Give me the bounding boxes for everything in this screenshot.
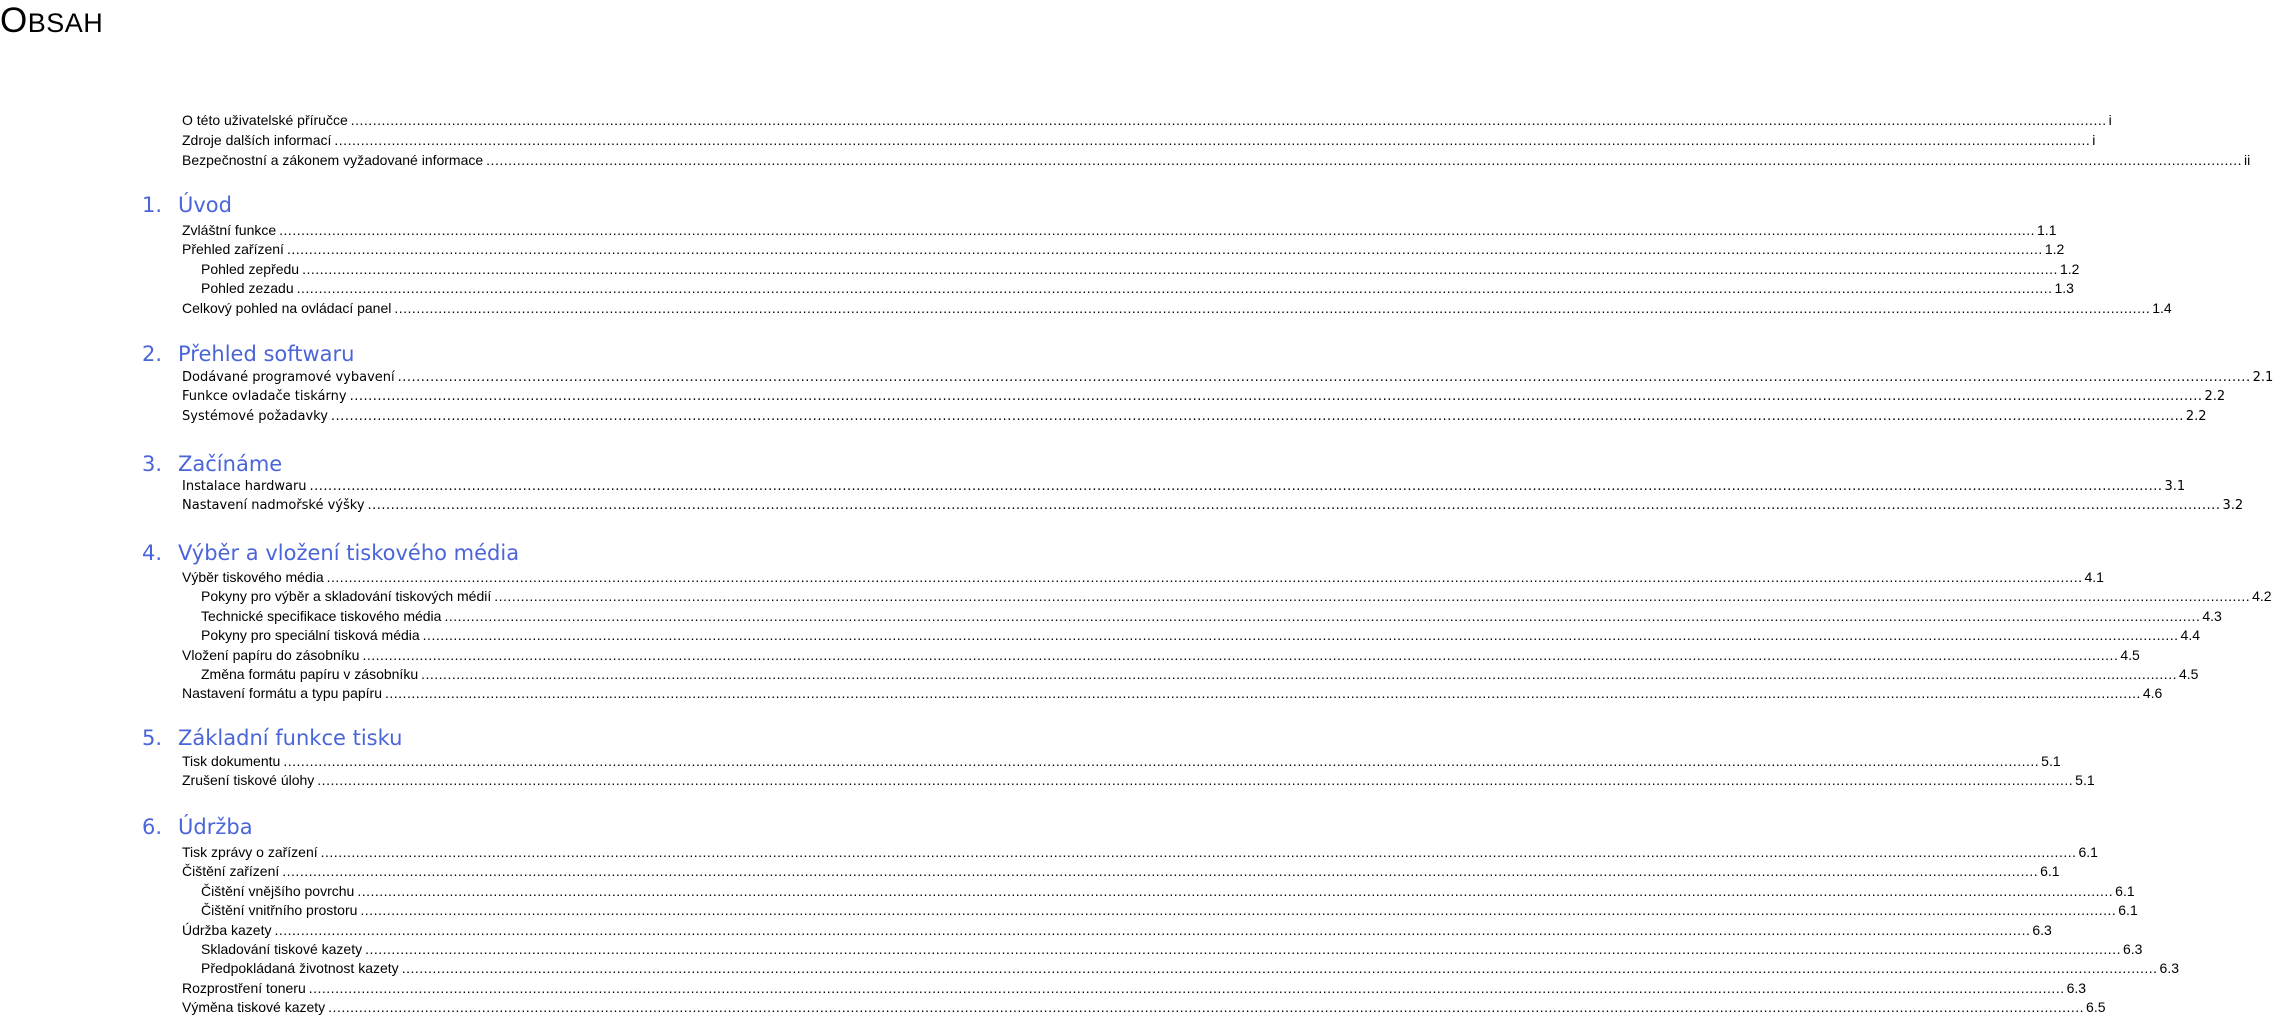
chapter-number: 2. [142, 342, 163, 366]
toc-entry-page: 5.1 [2041, 753, 2061, 769]
toc-entry-page: 4.2 [2252, 588, 2272, 604]
toc-entry-title: Tisk dokumentu [182, 753, 281, 769]
dot-leader: ................................................................................................................................................................................................................................................................................................................................................................................................................ [309, 479, 2163, 494]
toc-entry[interactable] [182, 408, 2207, 426]
chapter-heading[interactable] [142, 814, 253, 840]
chapter-number: 3. [142, 452, 163, 476]
dot-leader: ................................................................................................................................................................................................................................................................................................................................................................................................................ [330, 409, 2184, 424]
toc-entry-title: Zdroje dalších informací [182, 132, 332, 148]
dot-leader: ................................................................................................................................................................................................................................................................................................................................................................................................................ [494, 588, 2251, 604]
dot-leader: ................................................................................................................................................................................................................................................................................................................................................................................................................ [397, 370, 2251, 385]
toc-entry-title: Předpokládaná životnost kazety [201, 960, 399, 976]
dot-leader: ................................................................................................................................................................................................................................................................................................................................................................................................................ [328, 999, 2085, 1015]
dot-leader: ................................................................................................................................................................................................................................................................................................................................................................................................................ [274, 922, 2031, 938]
dot-leader: ................................................................................................................................................................................................................................................................................................................................................................................................................ [365, 941, 2121, 957]
toc-entry[interactable] [182, 862, 2060, 880]
toc-entry[interactable] [201, 901, 2138, 919]
toc-entry-title: Zrušení tiskové úlohy [182, 772, 315, 788]
toc-entry-page: 6.1 [2118, 902, 2138, 918]
dot-leader: ................................................................................................................................................................................................................................................................................................................................................................................................................ [296, 280, 2053, 296]
toc-entry-page: 1.4 [2152, 300, 2172, 316]
dot-leader: ................................................................................................................................................................................................................................................................................................................................................................................................................ [320, 844, 2077, 860]
toc-entry-page: i [2092, 132, 2096, 148]
toc-entry[interactable] [182, 369, 2273, 387]
toc-entry-page: 6.5 [2086, 999, 2106, 1015]
toc-entry-title: Výměna tiskové kazety [182, 999, 326, 1015]
toc-entry[interactable] [182, 843, 2098, 861]
toc-entry-page: 6.1 [2078, 844, 2098, 860]
chapter-heading[interactable] [142, 451, 282, 477]
chapter-number: 5. [142, 726, 163, 750]
toc-entry[interactable] [201, 665, 2199, 683]
toc-entry-title: Technické specifikace tiskového média [201, 608, 442, 624]
toc-entry-title: Nastavení nadmořské výšky [182, 498, 365, 513]
toc-entry[interactable] [201, 260, 2080, 278]
toc-entry-page: 4.5 [2120, 647, 2140, 663]
toc-entry-page: 2.2 [2185, 409, 2207, 424]
toc-entry-page: 3.2 [2222, 498, 2244, 513]
toc-entry[interactable] [201, 626, 2200, 644]
toc-entry-title: Pokyny pro výběr a skladování tiskových médií [201, 588, 492, 604]
toc-entry[interactable] [182, 752, 2061, 770]
toc-entry-page: 3.1 [2164, 479, 2186, 494]
dot-leader: ................................................................................................................................................................................................................................................................................................................................................................................................................ [486, 152, 2243, 168]
dot-leader: ................................................................................................................................................................................................................................................................................................................................................................................................................ [385, 685, 2141, 701]
toc-entry-page: 2.1 [2252, 370, 2273, 385]
dot-leader: ................................................................................................................................................................................................................................................................................................................................................................................................................ [367, 498, 2221, 513]
chapter-heading[interactable] [142, 192, 232, 218]
toc-entry-title: Výběr tiskového média [182, 569, 324, 585]
toc-entry[interactable] [182, 497, 2244, 515]
toc-entry-page: 2.2 [2204, 389, 2226, 404]
page-title-rest: BSAH [27, 8, 104, 38]
toc-entry[interactable] [182, 771, 2095, 789]
chapter-title: Přehled softwaru [178, 342, 355, 366]
toc-entry-page: 4.1 [2084, 569, 2104, 585]
toc-entry-title: Čištění zařízení [182, 863, 280, 879]
dot-leader: ................................................................................................................................................................................................................................................................................................................................................................................................................ [334, 132, 2091, 148]
toc-entry[interactable] [201, 587, 2272, 605]
dot-leader: ................................................................................................................................................................................................................................................................................................................................................................................................................ [357, 883, 2114, 899]
toc-entry-page: 1.3 [2054, 280, 2074, 296]
toc-entry[interactable] [201, 940, 2143, 958]
toc-entry-page: 4.6 [2142, 685, 2163, 701]
chapter-number: 1. [142, 193, 163, 217]
toc-entry[interactable] [182, 979, 2087, 997]
dot-leader: ................................................................................................................................................................................................................................................................................................................................................................................................................ [286, 241, 2043, 257]
toc-entry-title: Údržba kazety [182, 922, 272, 938]
toc-entry-page: 5.1 [2075, 772, 2095, 788]
toc-entry[interactable] [201, 959, 2180, 977]
toc-entry[interactable] [201, 882, 2135, 900]
toc-entry-title: Dodávané programové vybavení [182, 370, 395, 385]
dot-leader: ................................................................................................................................................................................................................................................................................................................................................................................................................ [362, 647, 2119, 663]
chapter-number: 4. [142, 541, 163, 565]
toc-entry-page: ii [2244, 152, 2251, 168]
chapter-title: Začínáme [178, 452, 283, 476]
toc-entry[interactable] [182, 151, 2251, 169]
toc-entry-page: 4.4 [2180, 627, 2200, 643]
toc-entry-title: Skladování tiskové kazety [201, 941, 363, 957]
dot-leader: ................................................................................................................................................................................................................................................................................................................................................................................................................ [283, 753, 2040, 769]
dot-leader: ................................................................................................................................................................................................................................................................................................................................................................................................................ [360, 902, 2117, 918]
toc-entry-title: Bezpečnostní a zákonem vyžadované informace [182, 152, 484, 168]
toc-entry-page: 1.2 [2059, 261, 2080, 277]
toc-entry[interactable] [182, 299, 2172, 317]
toc-entry[interactable] [182, 240, 2065, 258]
toc-entry-page: 1.2 [2044, 241, 2065, 257]
toc-entry[interactable] [182, 921, 2052, 939]
toc-entry-page: 4.5 [2178, 666, 2199, 682]
toc-entry-title: Celkový pohled na ovládací panel [182, 300, 392, 316]
toc-entry[interactable] [182, 388, 2226, 406]
chapter-title: Základní funkce tisku [178, 726, 403, 750]
dot-leader: ................................................................................................................................................................................................................................................................................................................................................................................................................ [302, 261, 2058, 277]
dot-leader: ................................................................................................................................................................................................................................................................................................................................................................................................................ [282, 863, 2039, 879]
toc-entry[interactable] [182, 568, 2104, 586]
dot-leader: ................................................................................................................................................................................................................................................................................................................................................................................................................ [279, 222, 2036, 238]
toc-entry-page: 6.1 [2040, 863, 2060, 879]
toc-entry[interactable] [182, 478, 2186, 496]
toc-entry[interactable] [182, 684, 2163, 702]
toc-entry-title: Instalace hardwaru [182, 479, 307, 494]
toc-entry-title: Změna formátu papíru v zásobníku [201, 666, 419, 682]
chapter-title: Výběr a vložení tiskového média [178, 541, 520, 565]
toc-entry[interactable] [201, 279, 2074, 297]
toc-entry-page: 6.3 [2066, 980, 2087, 996]
chapter-heading[interactable] [142, 341, 355, 367]
chapter-title: Údržba [178, 815, 253, 839]
toc-entry-title: Zvláštní funkce [182, 222, 277, 238]
dot-leader: ................................................................................................................................................................................................................................................................................................................................................................................................................ [421, 666, 2177, 682]
toc-entry[interactable] [201, 607, 2222, 625]
toc-entry-title: Čištění vnějšího povrchu [201, 883, 355, 899]
toc-entry-title: Nastavení formátu a typu papíru [182, 685, 382, 701]
page-title-initial: O [0, 1, 28, 40]
toc-entry-title: Funkce ovladače tiskárny [182, 389, 347, 404]
toc-entry-title: Systémové požadavky [182, 409, 328, 424]
chapter-title: Úvod [178, 193, 232, 217]
dot-leader: ................................................................................................................................................................................................................................................................................................................................................................................................................ [317, 772, 2074, 788]
toc-entry-title: Tisk zprávy o zařízení [182, 844, 318, 860]
toc-entry-page: 6.3 [2122, 941, 2143, 957]
toc-entry-title: Vložení papíru do zásobníku [182, 647, 360, 663]
toc-entry[interactable] [182, 131, 2096, 149]
dot-leader: ................................................................................................................................................................................................................................................................................................................................................................................................................ [350, 112, 2107, 128]
toc-entry[interactable] [182, 111, 2112, 129]
dot-leader: ................................................................................................................................................................................................................................................................................................................................................................................................................ [444, 608, 2201, 624]
toc-entry[interactable] [182, 998, 2106, 1016]
toc-entry-page: 6.1 [2115, 883, 2135, 899]
toc-entry-title: Čištění vnitřního prostoru [201, 902, 358, 918]
dot-leader: ................................................................................................................................................................................................................................................................................................................................................................................................................ [308, 980, 2065, 996]
toc-entry-page: i [2108, 112, 2112, 128]
dot-leader: ................................................................................................................................................................................................................................................................................................................................................................................................................ [326, 569, 2083, 585]
chapter-number: 6. [142, 815, 163, 839]
toc-entry-title: Pohled zepředu [201, 261, 300, 277]
toc-entry-page: 4.3 [2202, 608, 2222, 624]
dot-leader: ................................................................................................................................................................................................................................................................................................................................................................................................................ [349, 389, 2203, 404]
toc-entry-page: 6.3 [2159, 960, 2180, 976]
toc-entry-page: 6.3 [2032, 922, 2052, 938]
toc-entry[interactable] [182, 221, 2057, 239]
toc-entry-title: O této uživatelské příručce [182, 112, 348, 128]
toc-entry-page: 1.1 [2037, 222, 2057, 238]
dot-leader: ................................................................................................................................................................................................................................................................................................................................................................................................................ [422, 627, 2179, 643]
dot-leader: ................................................................................................................................................................................................................................................................................................................................................................................................................ [394, 300, 2151, 316]
dot-leader: ................................................................................................................................................................................................................................................................................................................................................................................................................ [401, 960, 2158, 976]
toc-entry-title: Rozprostření toneru [182, 980, 306, 996]
chapter-heading[interactable] [142, 725, 402, 751]
chapter-heading[interactable] [142, 540, 519, 566]
toc-entry[interactable] [182, 646, 2140, 664]
toc-entry-title: Přehled zařízení [182, 241, 284, 257]
toc-entry-title: Pokyny pro speciální tisková média [201, 627, 420, 643]
toc-entry-title: Pohled zezadu [201, 280, 294, 296]
